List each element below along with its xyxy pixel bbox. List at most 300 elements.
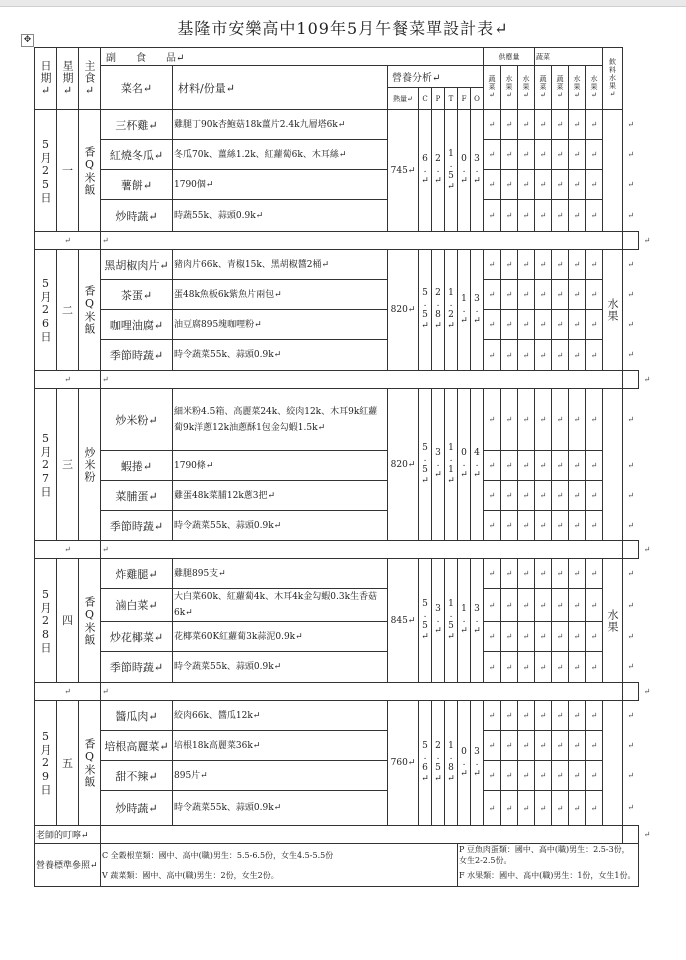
separator-end [623,232,639,250]
nutrition-c: 5.6↵ [419,701,432,826]
supply-cell[interactable]: ↵ [501,559,518,589]
supply-cell[interactable]: ↵ [535,731,552,761]
row-end-mark: ↵ [643,545,651,554]
dish-name: 紅燒冬瓜↵ [101,140,173,170]
header-c: C [419,88,432,110]
row-end-mark: ↵ [627,600,635,610]
teacher-note-content[interactable] [101,826,623,844]
dish-ingredients: 絞肉66k、醬瓜12k↵ [173,701,388,731]
nutrition-calories: 745↵ [388,110,419,232]
supply-cell[interactable]: ↵ [484,310,501,340]
supply-cell[interactable]: ↵ [518,559,535,589]
supply-cell[interactable]: ↵ [501,200,518,232]
supply-cell[interactable]: ↵ [552,280,569,310]
supply-cell[interactable]: ↵ [586,389,603,451]
dish-row [35,170,656,200]
row-end-mark: ↵ [627,415,635,425]
supply-cell[interactable]: ↵ [484,110,501,140]
supply-cell[interactable]: ↵ [586,451,603,481]
supply-cell[interactable]: ↵ [569,761,586,791]
fruit-cell: 水果 [603,559,623,683]
supply-cell[interactable]: ↵ [586,310,603,340]
dish-ingredients: 油豆腐895塊咖哩粉↵ [173,310,388,340]
supply-cell[interactable]: ↵ [569,310,586,340]
supply-cell[interactable]: ↵ [535,110,552,140]
supply-cell[interactable]: ↵ [501,280,518,310]
supply-cell[interactable]: ↵ [569,451,586,481]
header-date: 日期↵ [35,48,57,110]
supply-cell[interactable]: ↵ [501,140,518,170]
supply-cell[interactable]: ↵ [518,140,535,170]
header-supply: 供應量 [484,48,535,66]
supply-cell[interactable]: ↵ [501,481,518,511]
header-row-mid [35,66,656,88]
supply-cell[interactable]: ↵ [569,622,586,652]
dish-ingredients: 冬瓜70k、薑絲1.2k、紅蘿蔔6k、木耳絲↵ [173,140,388,170]
dish-ingredients: 花椰菜60K紅蘿蔔3k蒜泥0.9k↵ [173,622,388,652]
header-staple: 主食↵ [79,48,101,110]
nutrition-calories: 820↵ [388,250,419,371]
header-f: F [458,88,471,110]
separator-mark: ↵ [101,371,623,389]
separator-mark: ↵ [101,683,623,701]
dish-ingredients: 細米粉4.5箱、高麗菜24k、絞肉12k、木耳9k紅蘿蔔9k洋蔥12k油蔥酥1包金勾蝦1.5k↵ [173,389,388,451]
supply-cell[interactable]: ↵ [586,280,603,310]
row-end-mark: ↵ [627,290,635,299]
day-date: 5月28日 [35,559,57,683]
supply-cell[interactable]: ↵ [501,170,518,200]
row-end-mark: ↵ [627,210,635,220]
supply-cell[interactable]: ↵ [501,731,518,761]
day-staple: 香Q米飯 [79,701,101,826]
dish-ingredients: 時令蔬菜55k、蒜頭0.9k↵ [173,340,388,371]
supply-cell[interactable]: ↵ [518,622,535,652]
separator-mark: ↵ [35,541,101,559]
dish-row [35,791,656,826]
supply-cell[interactable]: ↵ [518,731,535,761]
nutrition-p: 2.5↵ [432,701,445,826]
supply-cell[interactable]: ↵ [501,110,518,140]
supply-cell[interactable]: ↵ [569,250,586,280]
nutrition-t: 1.1↵ [445,389,458,541]
row-end-mark: ↵ [627,320,635,329]
row-end-mark: ↵ [627,632,635,641]
dish-name: 菜脯蛋↵ [101,481,173,511]
dish-ingredients: 時令蔬菜55k、蒜頭0.9k↵ [173,652,388,683]
supply-cell[interactable]: ↵ [484,761,501,791]
supply-cell[interactable]: ↵ [535,481,552,511]
day-weekday: 四 [57,559,79,683]
supply-cell[interactable]: ↵ [552,761,569,791]
supply-cell[interactable]: ↵ [586,481,603,511]
row-end-mark: ↵ [627,771,635,780]
supply-cell[interactable]: ↵ [552,791,569,826]
separator-row [35,232,656,250]
supply-cell[interactable]: ↵ [569,200,586,232]
supply-cell[interactable]: ↵ [552,310,569,340]
dish-name: 黑胡椒肉片↵ [101,250,173,280]
supply-cell[interactable]: ↵ [586,622,603,652]
supply-cell[interactable]: ↵ [586,511,603,541]
supply-cell[interactable]: ↵ [552,250,569,280]
standard-f: F 水果類：國中、高中(職)男生：1份，女生1份。 [458,866,639,886]
supply-cell[interactable]: ↵ [518,451,535,481]
row-end-mark: ↵ [627,711,635,721]
nutrition-o: 3.↵ [471,110,484,232]
supply-cell[interactable]: ↵ [552,731,569,761]
row-end-mark: ↵ [643,375,651,384]
supply-cell[interactable]: ↵ [484,481,501,511]
supply-cell[interactable]: ↵ [535,340,552,371]
dish-row [35,140,656,170]
day-date: 5月27日 [35,389,57,541]
supply-cell[interactable]: ↵ [501,389,518,451]
day-date: 5月26日 [35,250,57,371]
supply-cell[interactable]: ↵ [569,701,586,731]
supply-cell[interactable]: ↵ [501,451,518,481]
supply-cell[interactable]: ↵ [552,652,569,683]
dish-row [35,652,656,683]
dish-name: 培根高麗菜↵ [101,731,173,761]
header-calories: 熱量↵ [388,88,419,110]
header-extra-2: 水果↵ [518,66,535,110]
supply-cell[interactable]: ↵ [552,559,569,589]
supply-cell[interactable]: ↵ [501,589,518,622]
dish-row [35,389,656,451]
supply-cell[interactable]: ↵ [569,389,586,451]
separator-end [623,541,639,559]
supply-cell[interactable]: ↵ [501,310,518,340]
supply-cell[interactable]: ↵ [518,170,535,200]
day-staple: 香Q米飯 [79,250,101,371]
dish-name: 季節時蔬↵ [101,511,173,541]
supply-cell[interactable]: ↵ [518,110,535,140]
day-staple: 炒米粉 [79,389,101,541]
move-anchor-icon[interactable]: ✥ [21,34,34,47]
dish-ingredients: 培根18k高麗菜36k↵ [173,731,388,761]
fruit-cell [603,701,623,826]
dish-name: 炒米粉↵ [101,389,173,451]
supply-cell[interactable]: ↵ [501,340,518,371]
day-staple: 香Q米飯 [79,110,101,232]
nutrition-p: 3.↵ [432,559,445,683]
row-end-mark: ↵ [627,491,635,500]
supply-cell[interactable]: ↵ [586,110,603,140]
supply-cell[interactable]: ↵ [535,170,552,200]
row-end-mark: ↵ [627,520,635,530]
supply-cell[interactable]: ↵ [586,559,603,589]
supply-cell[interactable]: ↵ [569,481,586,511]
standard-c: C 全穀根莖類：國中、高中(職)男生：5.5-6.5份，女生4.5-5.5份 [101,844,458,867]
nutrition-o: 3.↵ [471,250,484,371]
day-weekday: 一 [57,110,79,232]
supply-cell[interactable]: ↵ [518,310,535,340]
supply-cell[interactable]: ↵ [518,481,535,511]
day-staple: 香Q米飯 [79,559,101,683]
header-side: 副 食 品↵ [101,48,484,66]
row-end-mark: ↵ [627,180,635,189]
supply-cell[interactable]: ↵ [586,589,603,622]
supply-cell[interactable]: ↵ [552,170,569,200]
nutrition-f: 0.↵ [458,701,471,826]
nutrition-o: 3.↵ [471,559,484,683]
row-end-mark: ↵ [643,830,651,839]
supply-cell[interactable]: ↵ [518,280,535,310]
supply-cell[interactable]: ↵ [552,701,569,731]
row-end-mark: ↵ [643,687,651,696]
standard-p: P 豆魚肉蛋類：國中、高中(職)男生：2.5-3份，女生2-2.5份。 [458,844,639,867]
supply-cell[interactable]: ↵ [569,589,586,622]
supply-cell[interactable]: ↵ [569,791,586,826]
supply-cell[interactable]: ↵ [484,451,501,481]
supply-cell[interactable]: ↵ [518,652,535,683]
supply-cell[interactable]: ↵ [518,701,535,731]
dish-row [35,250,656,280]
supply-cell[interactable]: ↵ [569,559,586,589]
supply-cell[interactable]: ↵ [586,761,603,791]
dish-ingredients: 時令蔬菜55k、蒜頭0.9k↵ [173,511,388,541]
separator-row [35,541,656,559]
supply-cell[interactable]: ↵ [569,280,586,310]
supply-cell[interactable]: ↵ [552,389,569,451]
nutrition-calories: 820↵ [388,389,419,541]
supply-cell[interactable]: ↵ [501,511,518,541]
dish-name: 滷白菜↵ [101,589,173,622]
supply-cell[interactable]: ↵ [552,140,569,170]
supply-cell[interactable]: ↵ [535,280,552,310]
standard-row [35,866,656,886]
supply-cell[interactable]: ↵ [552,589,569,622]
separator-mark: ↵ [101,232,623,250]
header-drink: 飲料水果↵ [603,48,623,110]
supply-cell[interactable]: ↵ [552,451,569,481]
supply-cell[interactable]: ↵ [535,761,552,791]
nutrition-p: 2.↵ [432,110,445,232]
supply-cell[interactable]: ↵ [501,701,518,731]
supply-cell[interactable]: ↵ [586,701,603,731]
dish-name: 炒花椰菜↵ [101,622,173,652]
supply-cell[interactable]: ↵ [535,140,552,170]
dish-row [35,200,656,232]
supply-cell[interactable]: ↵ [535,511,552,541]
supply-cell[interactable]: ↵ [501,250,518,280]
supply-cell[interactable]: ↵ [484,140,501,170]
supply-cell[interactable]: ↵ [484,589,501,622]
supply-cell[interactable]: ↵ [586,791,603,826]
supply-cell[interactable]: ↵ [586,140,603,170]
separator-mark: ↵ [35,232,101,250]
dish-name: 季節時蔬↵ [101,652,173,683]
supply-cell[interactable]: ↵ [484,280,501,310]
dish-ingredients: 蛋48k魚板6k紫魚片兩包↵ [173,280,388,310]
row-end-mark: ↵ [627,741,635,750]
header-nutrition: 營養分析↵ [388,66,484,88]
dish-name: 茶蛋↵ [101,280,173,310]
supply-cell[interactable]: ↵ [586,200,603,232]
supply-cell[interactable]: ↵ [569,170,586,200]
page-title: 基隆市安樂高中109年5月午餐菜單設計表↵ [177,19,509,38]
supply-cell[interactable]: ↵ [586,170,603,200]
header-ingredients: 材料/份量↵ [173,66,388,110]
supply-cell[interactable]: ↵ [501,652,518,683]
dish-name: 薯餅↵ [101,170,173,200]
dish-name: 蝦捲↵ [101,451,173,481]
supply-cell[interactable]: ↵ [484,340,501,371]
dish-ingredients: 895片↵ [173,761,388,791]
header-row-top [35,48,656,66]
day-date: 5月25日 [35,110,57,232]
nutrition-f: 0.↵ [458,110,471,232]
dish-name: 炒時蔬↵ [101,791,173,826]
supply-cell[interactable]: ↵ [535,250,552,280]
supply-cell[interactable]: ↵ [569,340,586,371]
header-dish-name: 菜名↵ [101,66,173,110]
supply-cell[interactable]: ↵ [535,652,552,683]
supply-cell[interactable]: ↵ [484,250,501,280]
supply-cell[interactable]: ↵ [552,200,569,232]
header-extra-4: 蔬菜↵ [552,66,569,110]
dish-row [35,559,656,589]
header-extra-5: 水果↵ [569,66,586,110]
supply-cell[interactable]: ↵ [518,791,535,826]
supply-cell[interactable]: ↵ [586,250,603,280]
nutrition-c: 5.5↵ [419,389,432,541]
supply-cell[interactable]: ↵ [586,652,603,683]
supply-cell[interactable]: ↵ [569,511,586,541]
supply-cell[interactable]: ↵ [484,170,501,200]
supply-cell[interactable]: ↵ [484,791,501,826]
supply-cell[interactable]: ↵ [518,200,535,232]
supply-cell[interactable]: ↵ [535,559,552,589]
fruit-cell: 水果 [603,250,623,371]
dish-ingredients: 時令蔬菜55k、蒜頭0.9k↵ [173,791,388,826]
supply-cell[interactable]: ↵ [484,652,501,683]
dish-name: 季節時蔬↵ [101,340,173,371]
supply-cell[interactable]: ↵ [501,791,518,826]
supply-cell[interactable]: ↵ [484,511,501,541]
dish-row [35,110,656,140]
header-p: P [432,88,445,110]
separator-mark: ↵ [35,683,101,701]
row-end-mark: ↵ [627,803,635,813]
supply-cell[interactable]: ↵ [518,761,535,791]
dish-row [35,701,656,731]
supply-cell[interactable]: ↵ [569,652,586,683]
header-extra-6: 水果↵ [586,66,603,110]
supply-cell[interactable]: ↵ [484,731,501,761]
supply-cell[interactable]: ↵ [569,731,586,761]
supply-cell[interactable]: ↵ [586,731,603,761]
nutrition-o: 3.↵ [471,701,484,826]
dish-name: 炒時蔬↵ [101,200,173,232]
teacher-note-end [623,826,639,844]
header-weekday: 星期↵ [57,48,79,110]
supply-cell[interactable]: ↵ [518,389,535,451]
dish-name: 咖哩油腐↵ [101,310,173,340]
supply-cell[interactable]: ↵ [518,340,535,371]
right-margin [623,48,639,110]
supply-cell[interactable]: ↵ [535,791,552,826]
nutrition-calories: 760↵ [388,701,419,826]
dish-ingredients: 大白菜60k、紅蘿蔔4k、木耳4k金勾蝦0.3k生香菇6k↵ [173,589,388,622]
supply-cell[interactable]: ↵ [484,559,501,589]
supply-cell[interactable]: ↵ [501,761,518,791]
supply-cell[interactable]: ↵ [501,622,518,652]
dish-row [35,481,656,511]
day-weekday: 三 [57,389,79,541]
row-end-mark: ↵ [627,662,635,672]
header-extra-3: 蔬菜↵ [535,66,552,110]
supply-cell[interactable]: ↵ [484,622,501,652]
menu-table [34,47,656,887]
dish-ingredients: 1790條↵ [173,451,388,481]
supply-cell[interactable]: ↵ [535,451,552,481]
fruit-cell [603,110,623,232]
separator-mark: ↵ [35,371,101,389]
dish-row [35,310,656,340]
supply-cell[interactable]: ↵ [535,589,552,622]
dish-row [35,761,656,791]
dish-name: 三杯雞↵ [101,110,173,140]
row-end-mark: ↵ [627,150,635,159]
row-end-mark: ↵ [627,120,635,129]
dish-ingredients: 雞腿丁90k杏鮑菇18k薑片2.4k九層塔6k↵ [173,110,388,140]
nutrition-f: 1.↵ [458,559,471,683]
row-end-mark: ↵ [643,236,651,245]
supply-cell[interactable]: ↵ [569,140,586,170]
dish-name: 炸雞腿↵ [101,559,173,589]
dish-ingredients: 雞腿895支↵ [173,559,388,589]
supply-cell[interactable]: ↵ [484,701,501,731]
separator-row [35,371,656,389]
supply-cell[interactable]: ↵ [586,340,603,371]
nutrition-calories: 845↵ [388,559,419,683]
supply-cell[interactable]: ↵ [552,340,569,371]
dish-ingredients: 雞蛋48k菜脯12k蔥3把↵ [173,481,388,511]
day-date: 5月29日 [35,701,57,826]
nutrition-t: 1.5↵ [445,559,458,683]
supply-cell[interactable]: ↵ [552,622,569,652]
supply-cell[interactable]: ↵ [569,110,586,140]
supply-cell[interactable]: ↵ [518,511,535,541]
supply-cell[interactable]: ↵ [535,200,552,232]
row-end-mark: ↵ [627,350,635,360]
dish-row [35,511,656,541]
supply-cell[interactable]: ↵ [535,310,552,340]
supply-cell[interactable]: ↵ [552,481,569,511]
dish-row [35,280,656,310]
nutrition-c: 6.↵ [419,110,432,232]
supply-cell[interactable]: ↵ [518,250,535,280]
nutrition-t: 1.8↵ [445,701,458,826]
separator-row [35,683,656,701]
supply-cell[interactable]: ↵ [552,511,569,541]
nutrition-t: 1.5↵ [445,110,458,232]
dish-row [35,622,656,652]
supply-cell[interactable]: ↵ [484,200,501,232]
supply-cell[interactable]: ↵ [535,622,552,652]
supply-cell[interactable]: ↵ [535,701,552,731]
supply-cell[interactable]: ↵ [552,110,569,140]
window-top-edge [0,0,686,7]
header-o: O [471,88,484,110]
header-fruit-veg: 蔬菜 [535,48,603,66]
supply-cell[interactable]: ↵ [535,389,552,451]
nutrition-c: 5.5↵ [419,559,432,683]
supply-cell[interactable]: ↵ [484,389,501,451]
supply-cell[interactable]: ↵ [518,589,535,622]
separator-mark: ↵ [101,541,623,559]
